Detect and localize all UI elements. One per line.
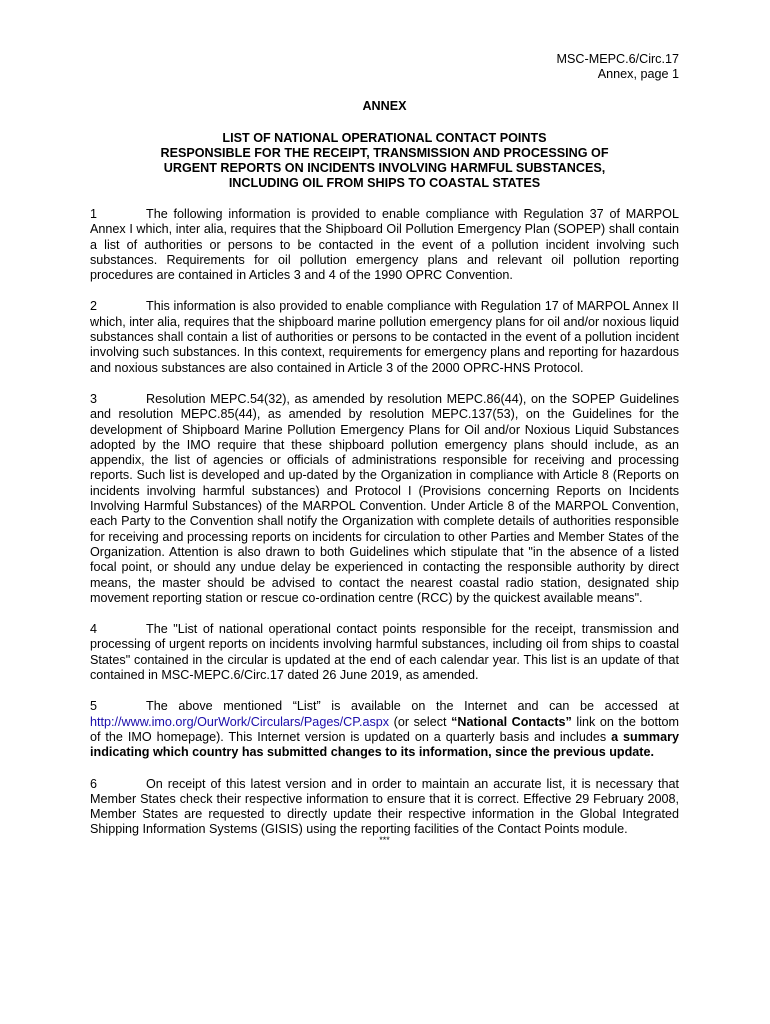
document-symbol: MSC-MEPC.6/Circ.17 <box>556 52 679 66</box>
paragraph-number: 5 <box>90 699 98 714</box>
paragraph-4 <box>90 622 679 683</box>
paragraph-text: The following information is provided to enable compliance with Regulation 37 of MARPOL Annex I which, inter alia, requires that the Shipboard Oil Pollution Emergency Plan (SOPEP) shall contain a list of authorities or persons to be contacted in the event of a pollution incident involving such substances. Requirements for oil pollution emergency plans and relevant oil pollution reporting procedures are contained in Articles 3 and 4 of the 1990 OPRC Convention. <box>90 207 679 283</box>
list-title-line-2: RESPONSIBLE FOR THE RECEIPT, TRANSMISSION AND PROCESSING OF <box>160 146 609 160</box>
paragraph-text-c: link on the bottom of the IMO homepage). This Internet version is updated on a quarterly basis and includes <box>90 714 680 744</box>
paragraph-5 <box>90 699 679 760</box>
paragraph-text-a: The above mentioned “List” is available on the Internet and can be accessed at <box>146 699 679 714</box>
paragraph-6 <box>90 777 679 838</box>
list-title-line-3: URGENT REPORTS ON INCIDENTS INVOLVING HARMFUL SUBSTANCES, <box>163 161 606 175</box>
end-mark: *** <box>379 834 390 845</box>
paragraph-1 <box>90 207 679 283</box>
summary-note: a summary indicating which country has submitted changes to its information, since the previous update. <box>90 729 679 760</box>
paragraph-number: 2 <box>90 299 98 314</box>
contact-points-link[interactable]: http://www.imo.org/OurWork/Circulars/Pages/CP.aspx <box>90 714 390 729</box>
list-title-line-4: INCLUDING OIL FROM SHIPS TO COASTAL STATES <box>228 176 541 190</box>
paragraph-text-b: (or select <box>389 714 452 729</box>
paragraph-number: 4 <box>90 622 98 637</box>
paragraph-text: On receipt of this latest version and in order to maintain an accurate list, it is necessary that Member States check their respective information to ensure that it is correct. Effective 29 February 2008, Member States are requested to directly update their respective information in the Global Integrated Shipping Information Systems (GISIS) using the reporting facilities of the Contact Points module. <box>90 776 679 837</box>
paragraph-number: 3 <box>90 391 98 406</box>
page-number: Annex, page 1 <box>597 67 679 81</box>
national-contacts-label: “National Contacts” <box>451 714 572 729</box>
paragraph-text: The "List of national operational contact points responsible for the receipt, transmission and processing of urgent reports on incidents involving harmful substances, including oil from ships to coastal States" contained in the circular is updated at the end of each calendar year. This list is an update of that contained in MSC-MEPC.6/Circ.17 dated 26 June 2019, as amended. <box>90 622 679 683</box>
paragraph-number: 1 <box>90 207 98 221</box>
annex-title: ANNEX <box>362 99 407 113</box>
list-title <box>90 131 679 191</box>
paragraph-2 <box>90 299 679 375</box>
paragraph-text: This information is also provided to enable compliance with Regulation 17 of MARPOL Annex II which, inter alia, requires that the shipboard marine pollution emergency plans for oil and/or noxious liquid substances shall contain a list of authorities or persons to be contacted in the event of a pollution incident involving such substances. In this context, requirements for emergency plans and reporting for hazardous and noxious substances are also contained in Article 3 of the 2000 OPRC-HNS Protocol. <box>90 299 679 375</box>
document-page <box>90 52 679 845</box>
page-header <box>90 52 679 82</box>
list-title-line-1: LIST OF NATIONAL OPERATIONAL CONTACT POINTS <box>222 131 547 145</box>
paragraph-text: Resolution MEPC.54(32), as amended by resolution MEPC.86(44), on the SOPEP Guidelines and resolution MEPC.85(44), as amended by resolution MEPC.137(53), on the Guidelines for the development of Shipboard Marine Pollution Emergency Plans for Oil and/or Noxious Liquid Substances adopted by the IMO require that these shipboard pollution emergency plans should include, as an appendix, the list of agencies or officials of administrations responsible for receiving and processing reports. Such list is developed and up-dated by the Organization in compliance with Article 8 (Reports on incidents involving harmful substances) and Protocol I (Provisions concerning Reports on Incidents Involving Harmful Substances) of the MARPOL Convention. Under Article 8 of the MARPOL Convention, each Party to the Convention shall notify the Organization with complete details of authorities responsible for receiving and processing reports on incidents for circulation to other Parties and Member States of the Organization. Attention is also drawn to both Guidelines which stipulate that "in the absence of a listed focal point, or should any undue delay be experienced in contacting the responsible authority by direct means, the master should be advised to contact the nearest coastal radio station, designated ship movement reporting station or rescue co-ordination centre (RCC) by the quickest available means". <box>90 391 679 605</box>
paragraph-number: 6 <box>90 776 98 791</box>
paragraph-3 <box>90 392 679 606</box>
